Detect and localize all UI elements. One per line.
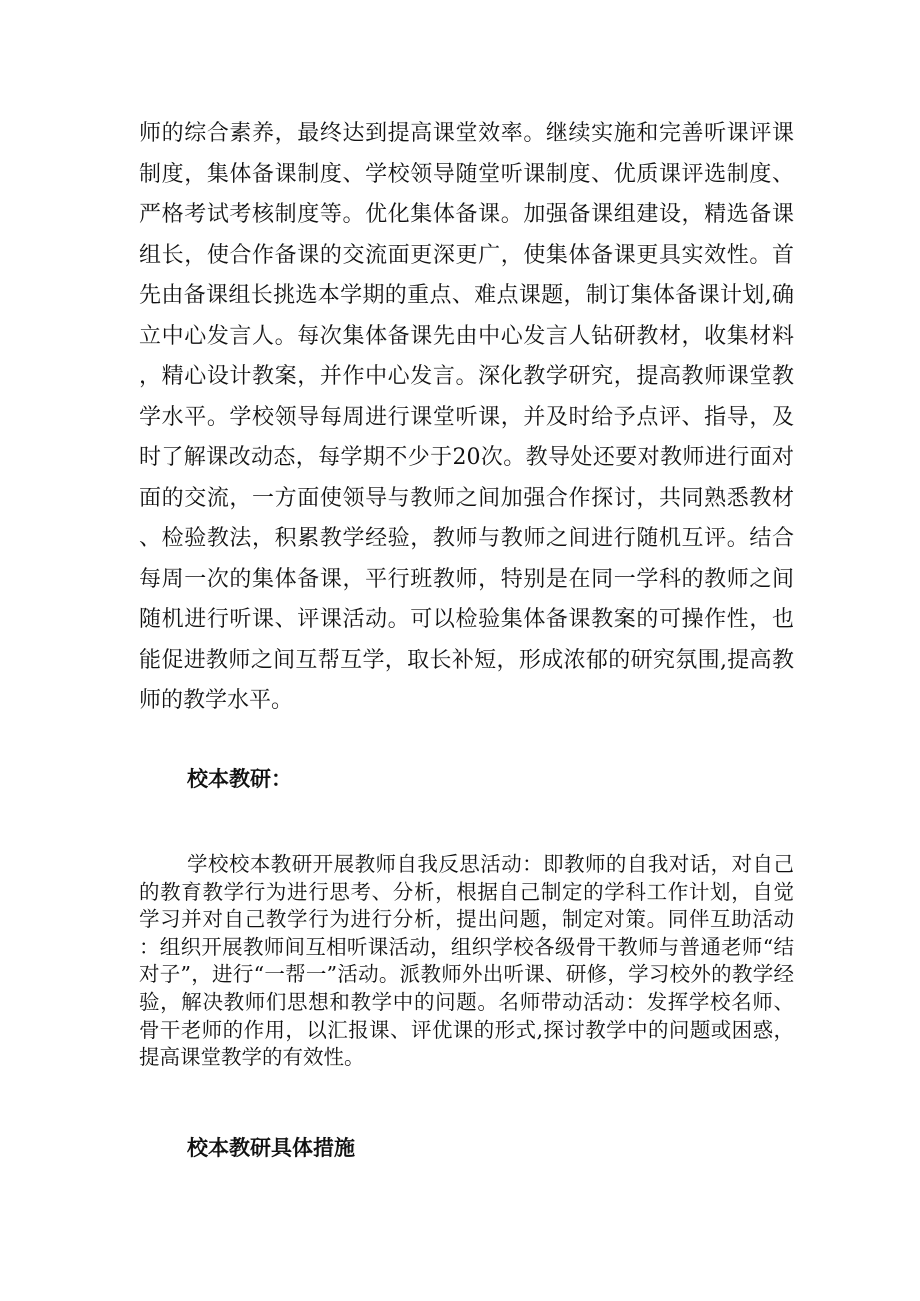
- section-heading-specific-measures: 校本教研具体措施: [187, 1135, 355, 1160]
- body-paragraph-teaching-research: 师的综合素养，最终达到提高课堂效率。继续实施和完善听课评课制度，集体备课制度、学校领导随堂听课制度、优质课评选制度、严格考试考核制度等。优化集体备课。加强备课组建设，精选备课组长，使合作备课的交流面更深更广，使集体备课更具实效性。首先由备课组长挑选本学期的重点、难点课题，制订集体备课计划,确立中心发言人。每次集体备课先由中心发言人钻研教材，收集材料，精心设计教案，并作中心发言。深化教学研究，提高教师课堂教学水平。学校领导每周进行课堂听课，并及时给予点评、指导，及时了解课改动态，每学期不少于20次。教导处还要对教师进行面对面的交流，一方面使领导与教师之间加强合作探讨，共同熟悉教材、检验教法，积累教学经验，教师与教师之间进行随机互评。结合每周一次的集体备课，平行班教师，特别是在同一学科的教师之间随机进行听课、评课活动。可以检验集体备课教案的可操作性，也能促进教师之间互帮互学，取长补短，形成浓郁的研究氛围,提高教师的教学水平。: [139, 121, 794, 713]
- section-heading-school-research: 校本教研：: [187, 766, 292, 791]
- body-paragraph-school-research: 学校校本教研开展教师自我反思活动：即教师的自我对话，对自己的教育教学行为进行思考、分析，根据自己制定的学科工作计划，自觉学习并对自己教学行为进行分析，提出问题，制定对策。同伴互助活动：组织开展教师间互相听课活动，组织学校各级骨干教师与普通老师“结对子”，进行“一帮一”活动。派教师外出听课、研修，学习校外的教学经验，解决教师们思想和教学中的问题。名师带动活动：发挥学校名师、骨干老师的作用，以汇报课、评优课的形式,探讨教学中的问题或困惑，提高课堂教学的有效性。: [139, 852, 794, 1070]
